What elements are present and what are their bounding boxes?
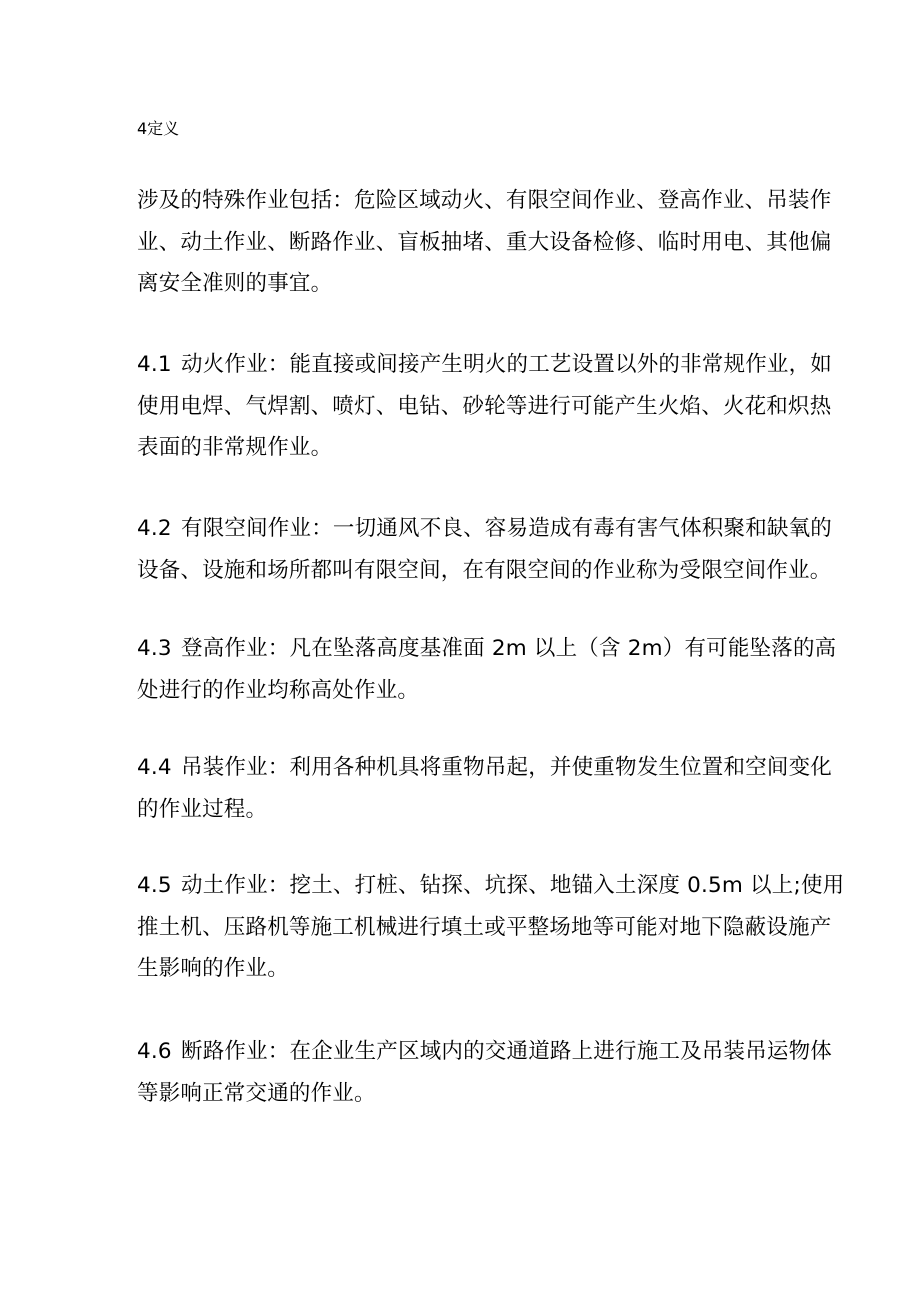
paragraph-4-6 (137, 1031, 833, 1114)
paragraph-line: 表面的非常规作业。 (137, 435, 333, 460)
paragraph-intro (137, 180, 832, 305)
clause-number: 4.1 (137, 352, 172, 377)
paragraph-line (137, 508, 833, 550)
paragraph-line: 等影响正常交通的作业。 (137, 1080, 376, 1106)
paragraph-line: 处进行的作业均称高处作业。 (137, 677, 420, 703)
clause-text: 登高作业：凡在坠落高度基准面 2m 以上（含 2m）有可能坠落的高 (181, 636, 837, 661)
clause-text: 断路作业：在企业生产区域内的交通道路上进行施工及吊装吊运物体 (181, 1039, 833, 1064)
clause-number: 4.5 (137, 873, 172, 898)
paragraph-line (137, 1031, 833, 1073)
clause-number: 4.6 (137, 1039, 172, 1064)
paragraph-4-2 (137, 508, 833, 591)
section-heading: 4定义 (137, 119, 180, 138)
paragraph-line: 离安全准则的事宜。 (137, 271, 333, 296)
clause-text: 动土作业：挖土、打桩、钻探、坑探、地锚入土深度 0.5m 以上;使用 (181, 873, 845, 898)
paragraph-line (137, 747, 833, 789)
paragraph-line: 生影响的作业。 (137, 956, 289, 981)
paragraph-line: 推土机、压路机等施工机械进行填土或平整场地等可能对地下隐蔽设施产 (137, 914, 832, 940)
paragraph-line (137, 628, 837, 670)
paragraph-4-3 (137, 628, 837, 711)
paragraph-4-4 (137, 747, 833, 830)
paragraph-4-1 (137, 344, 833, 469)
paragraph-line: 业、动土作业、断路作业、盲板抽堵、重大设备检修、临时用电、其他偏 (137, 229, 832, 255)
paragraph-4-5 (137, 865, 845, 990)
clause-text: 动火作业：能直接或间接产生明火的工艺设置以外的非常规作业，如 (181, 352, 833, 377)
paragraph-line: 设备、设施和场所都叫有限空间，在有限空间的作业称为受限空间作业。 (137, 557, 832, 583)
paragraph-line (137, 865, 845, 907)
clause-text: 吊装作业：利用各种机具将重物吊起，并使重物发生位置和空间变化 (181, 755, 833, 780)
paragraph-line: 使用电焊、气焊割、喷灯、电钻、砂轮等进行可能产生火焰、火花和炽热 (137, 393, 832, 419)
clause-number: 4.2 (137, 516, 172, 541)
paragraph-line: 的作业过程。 (137, 796, 268, 822)
clause-text: 有限空间作业：一切通风不良、容易造成有毒有害气体积聚和缺氧的 (181, 516, 833, 541)
paragraph-line (137, 344, 833, 386)
clause-number: 4.3 (137, 636, 172, 661)
clause-number: 4.4 (137, 755, 172, 780)
paragraph-line: 涉及的特殊作业包括：危险区域动火、有限空间作业、登高作业、吊装作 (137, 188, 832, 213)
